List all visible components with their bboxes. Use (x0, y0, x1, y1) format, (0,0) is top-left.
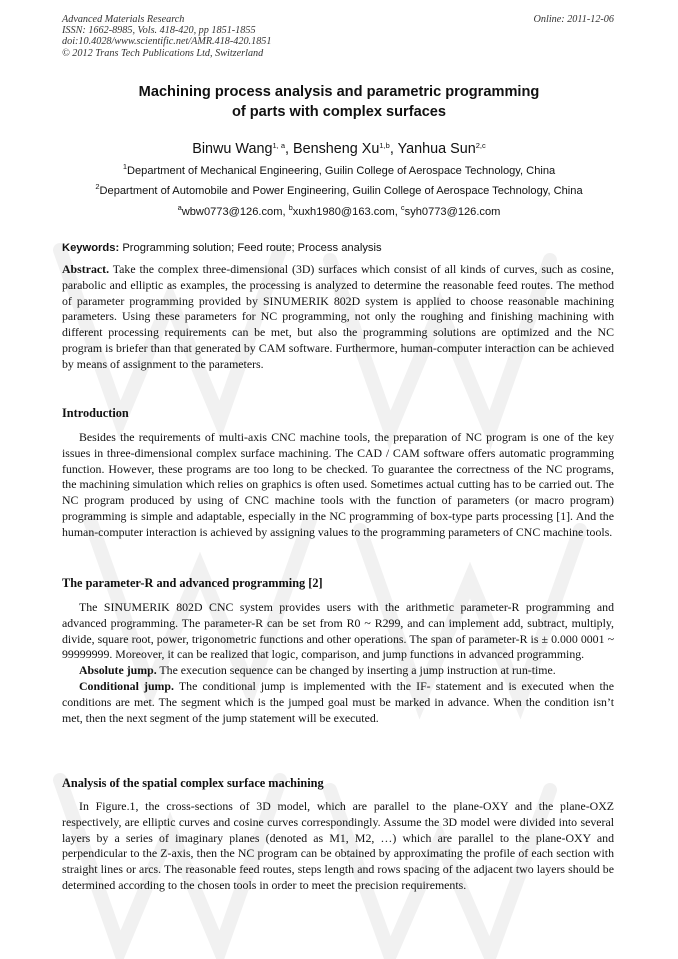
author: Bensheng Xu$^{1,b}$, (293, 141, 398, 157)
journal-header (62, 14, 402, 59)
paragraph: Besides the requirements of multi-axis CNC machine tools, the preparation of NC program is one of the key issues in three-dimensional complex surface machining. The CAD / CAM software offers automatic programming function. However, these programs are too long to be checked. To guarantee the correctness of the NC programs, the machining simulation which relies on graphics is often used. Sometimes actual cutting has to be carried out. The NC program produced by using of CNC machine tools with the function of parameters (or macro program) programming is simple and adaptable, especially in the NC programming of box-type parts processing [1]. And the human-computer interaction is achieved by assigning values to the programming parameters of CNC machine tools. (62, 430, 614, 539)
email-list (56, 205, 622, 219)
affiliation-2: $^2$Department of Automobile and Power Engineering, Guilin College of Aerospace Technology, China (95, 182, 583, 197)
paragraph: In Figure.1, the cross-sections of 3D model, which are parallel to the plane-OXY and the plane-OXZ respectively, are elliptic curves and cosine curves correspondingly. Assume the 3D model were divided into several layers by a series of imaginary planes (denoted as M1, M2, …) which are parallel to the plane-OXY and perpendicular to the Z-axis, then the NC program can be obtained by approximating the profile of each section with straight lines or arcs. The reasonable feed routes, steps length and rows spacing of the adjacent two layers should be determined according to the chosen tools in order to meet the precision requirements. (62, 799, 614, 892)
paragraph: Absolute jump. The execution sequence can be changed by inserting a jump instruction at run-time. (79, 663, 556, 678)
author: Yanhua Sun$^{2,c}$ (397, 141, 486, 157)
doi-line: doi:10.4028/www.scientific.net/AMR.418-420.1851 (62, 36, 272, 48)
online-date: Online: 2011-12-06 (533, 14, 614, 25)
analysis-body (62, 799, 614, 894)
email-address: $^a$wbw0773@126.com, (177, 203, 289, 218)
email-address: $^b$xuxh1980@163.com, (288, 203, 401, 218)
title-line-2: of parts with complex surfaces (231, 104, 447, 120)
journal-name: Advanced Materials Research (62, 14, 185, 25)
parameter-r-body (62, 600, 614, 726)
email-address: $^c$syh0773@126.com (400, 203, 501, 218)
title-line-1: Machining process analysis and parametric programming (138, 84, 540, 100)
introduction-body (62, 430, 614, 541)
author: Binwu Wang$^{1, a}$, (192, 141, 293, 157)
absolute-jump-label: Absolute jump. (79, 663, 157, 678)
abstract-text: Take the complex three-dimensional (3D) surfaces which consist of all kinds of curves, such as cosine, parabolic and elliptic as examples, the processing is analyzed to determine the reasonable feed routes. The method of parameter programming provided by SINUMERIK 802D system is applied to choose reasonable machining parameters. Using these parameters for NC programming, not only the roughing and finishing machining with different processing requirements can be met, but also the programming solutions are optimized and the NC program is briefer than that generated by CAM software. Furthermore, human-computer interaction can be achieved by means of assignment to the parameters. (62, 262, 614, 371)
section-heading-parameter-r: The parameter-R and advanced programming [2] (62, 576, 323, 590)
paragraph: Conditional jump. The conditional jump is implemented with the IF- statement and is executed when the conditions are met. The segment which is the jumped goal must be marked in advance. When the condition isn’t met, then the next segment of the jump statement will be executed. (62, 678, 614, 725)
abstract-label: Abstract. (62, 262, 110, 276)
keywords (62, 241, 614, 255)
paper-title (70, 82, 608, 122)
affiliation-1: $^1$Department of Mechanical Engineering, Guilin College of Aerospace Technology, China (122, 162, 556, 177)
keywords-text: Programming solution; Feed route; Process analysis (122, 242, 382, 254)
keywords-label: Keywords: (62, 242, 120, 254)
author-list (60, 140, 618, 158)
section-heading-introduction: Introduction (62, 406, 129, 420)
issn-line: ISSN: 1662-8985, Vols. 418-420, pp 1851-1855 (62, 25, 256, 37)
copyright-line: © 2012 Trans Tech Publications Ltd, Switzerland (62, 47, 264, 59)
conditional-jump-label: Conditional jump. (79, 678, 174, 693)
section-heading-analysis: Analysis of the spatial complex surface machining (62, 776, 324, 790)
paragraph: The SINUMERIK 802D CNC system provides users with the arithmetic parameter-R programming and advanced programming. The parameter-R can be set from R0 ~ R299, and can implement add, subtract, multiply, divide, square root, power, trigonometric functions and other operations. The span of parameter-R is ± 0.000 0001 ~ 99999999. Moreover, it can be realized that logic, comparison, and jump functions in advanced programming. (62, 600, 614, 662)
abstract (62, 262, 614, 373)
